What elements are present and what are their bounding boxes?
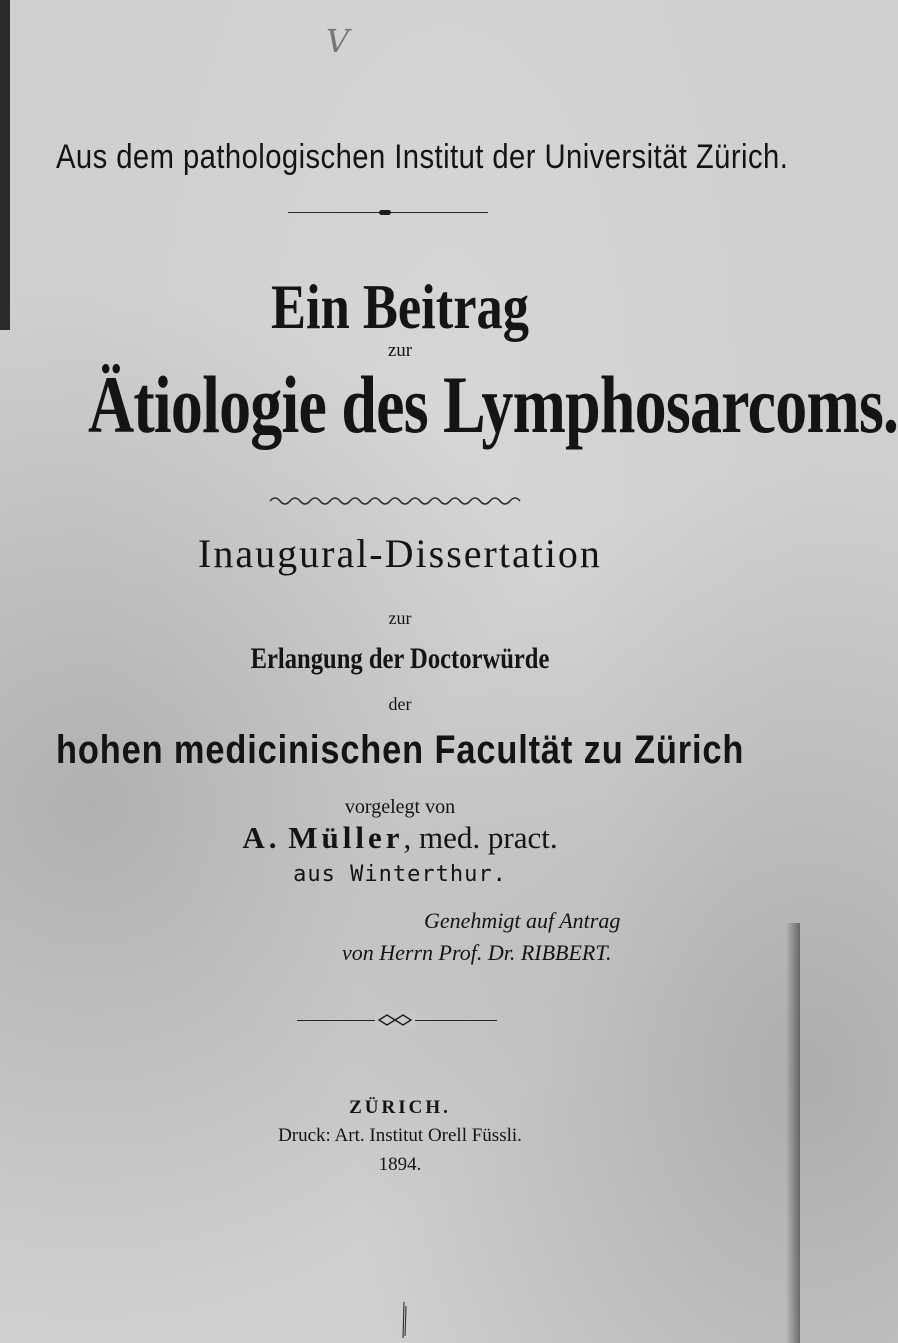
title-line-1: Ein Beitrag — [270, 271, 530, 342]
author-line — [0, 820, 800, 856]
dissertation-purpose: Erlangung der Doctorwürde — [250, 642, 550, 675]
author-origin: aus Winterthur. — [293, 862, 507, 887]
approval-line-1: Genehmigt auf Antrag — [424, 908, 621, 933]
author-title: , med. pract. — [403, 820, 558, 855]
dissertation-heading: Inaugural-Dissertation — [198, 531, 602, 576]
author-surname: Müller — [288, 820, 404, 855]
dissertation-zur: zur — [388, 608, 412, 628]
dissertation-der: der — [388, 694, 412, 714]
imprint-year: 1894. — [378, 1154, 422, 1175]
author-initial: A. — [242, 820, 281, 855]
faculty-line: hohen medicinischen Facultät zu Zürich — [56, 728, 745, 772]
imprint-city: ZÜRICH. — [349, 1097, 451, 1118]
submitted-by: vorgelegt von — [344, 796, 456, 818]
approval-line-2: von Herrn Prof. Dr. RIBBERT. — [342, 940, 612, 965]
title-connector: zur — [387, 340, 413, 361]
wavy-rule — [270, 494, 520, 508]
imprint-printer: Druck: Art. Institut Orell Füssli. — [278, 1125, 522, 1146]
page-edge-shadow — [0, 0, 10, 330]
institute-line: Aus dem pathologischen Institut der Universität Zürich. — [56, 138, 789, 176]
library-mark — [400, 1300, 408, 1340]
separator-ornament — [379, 210, 391, 215]
pencil-annotation: V — [326, 22, 350, 60]
title-line-2: Ätiologie des Lymphosarcoms. — [88, 359, 898, 450]
separator-ornament-2 — [375, 1011, 415, 1029]
